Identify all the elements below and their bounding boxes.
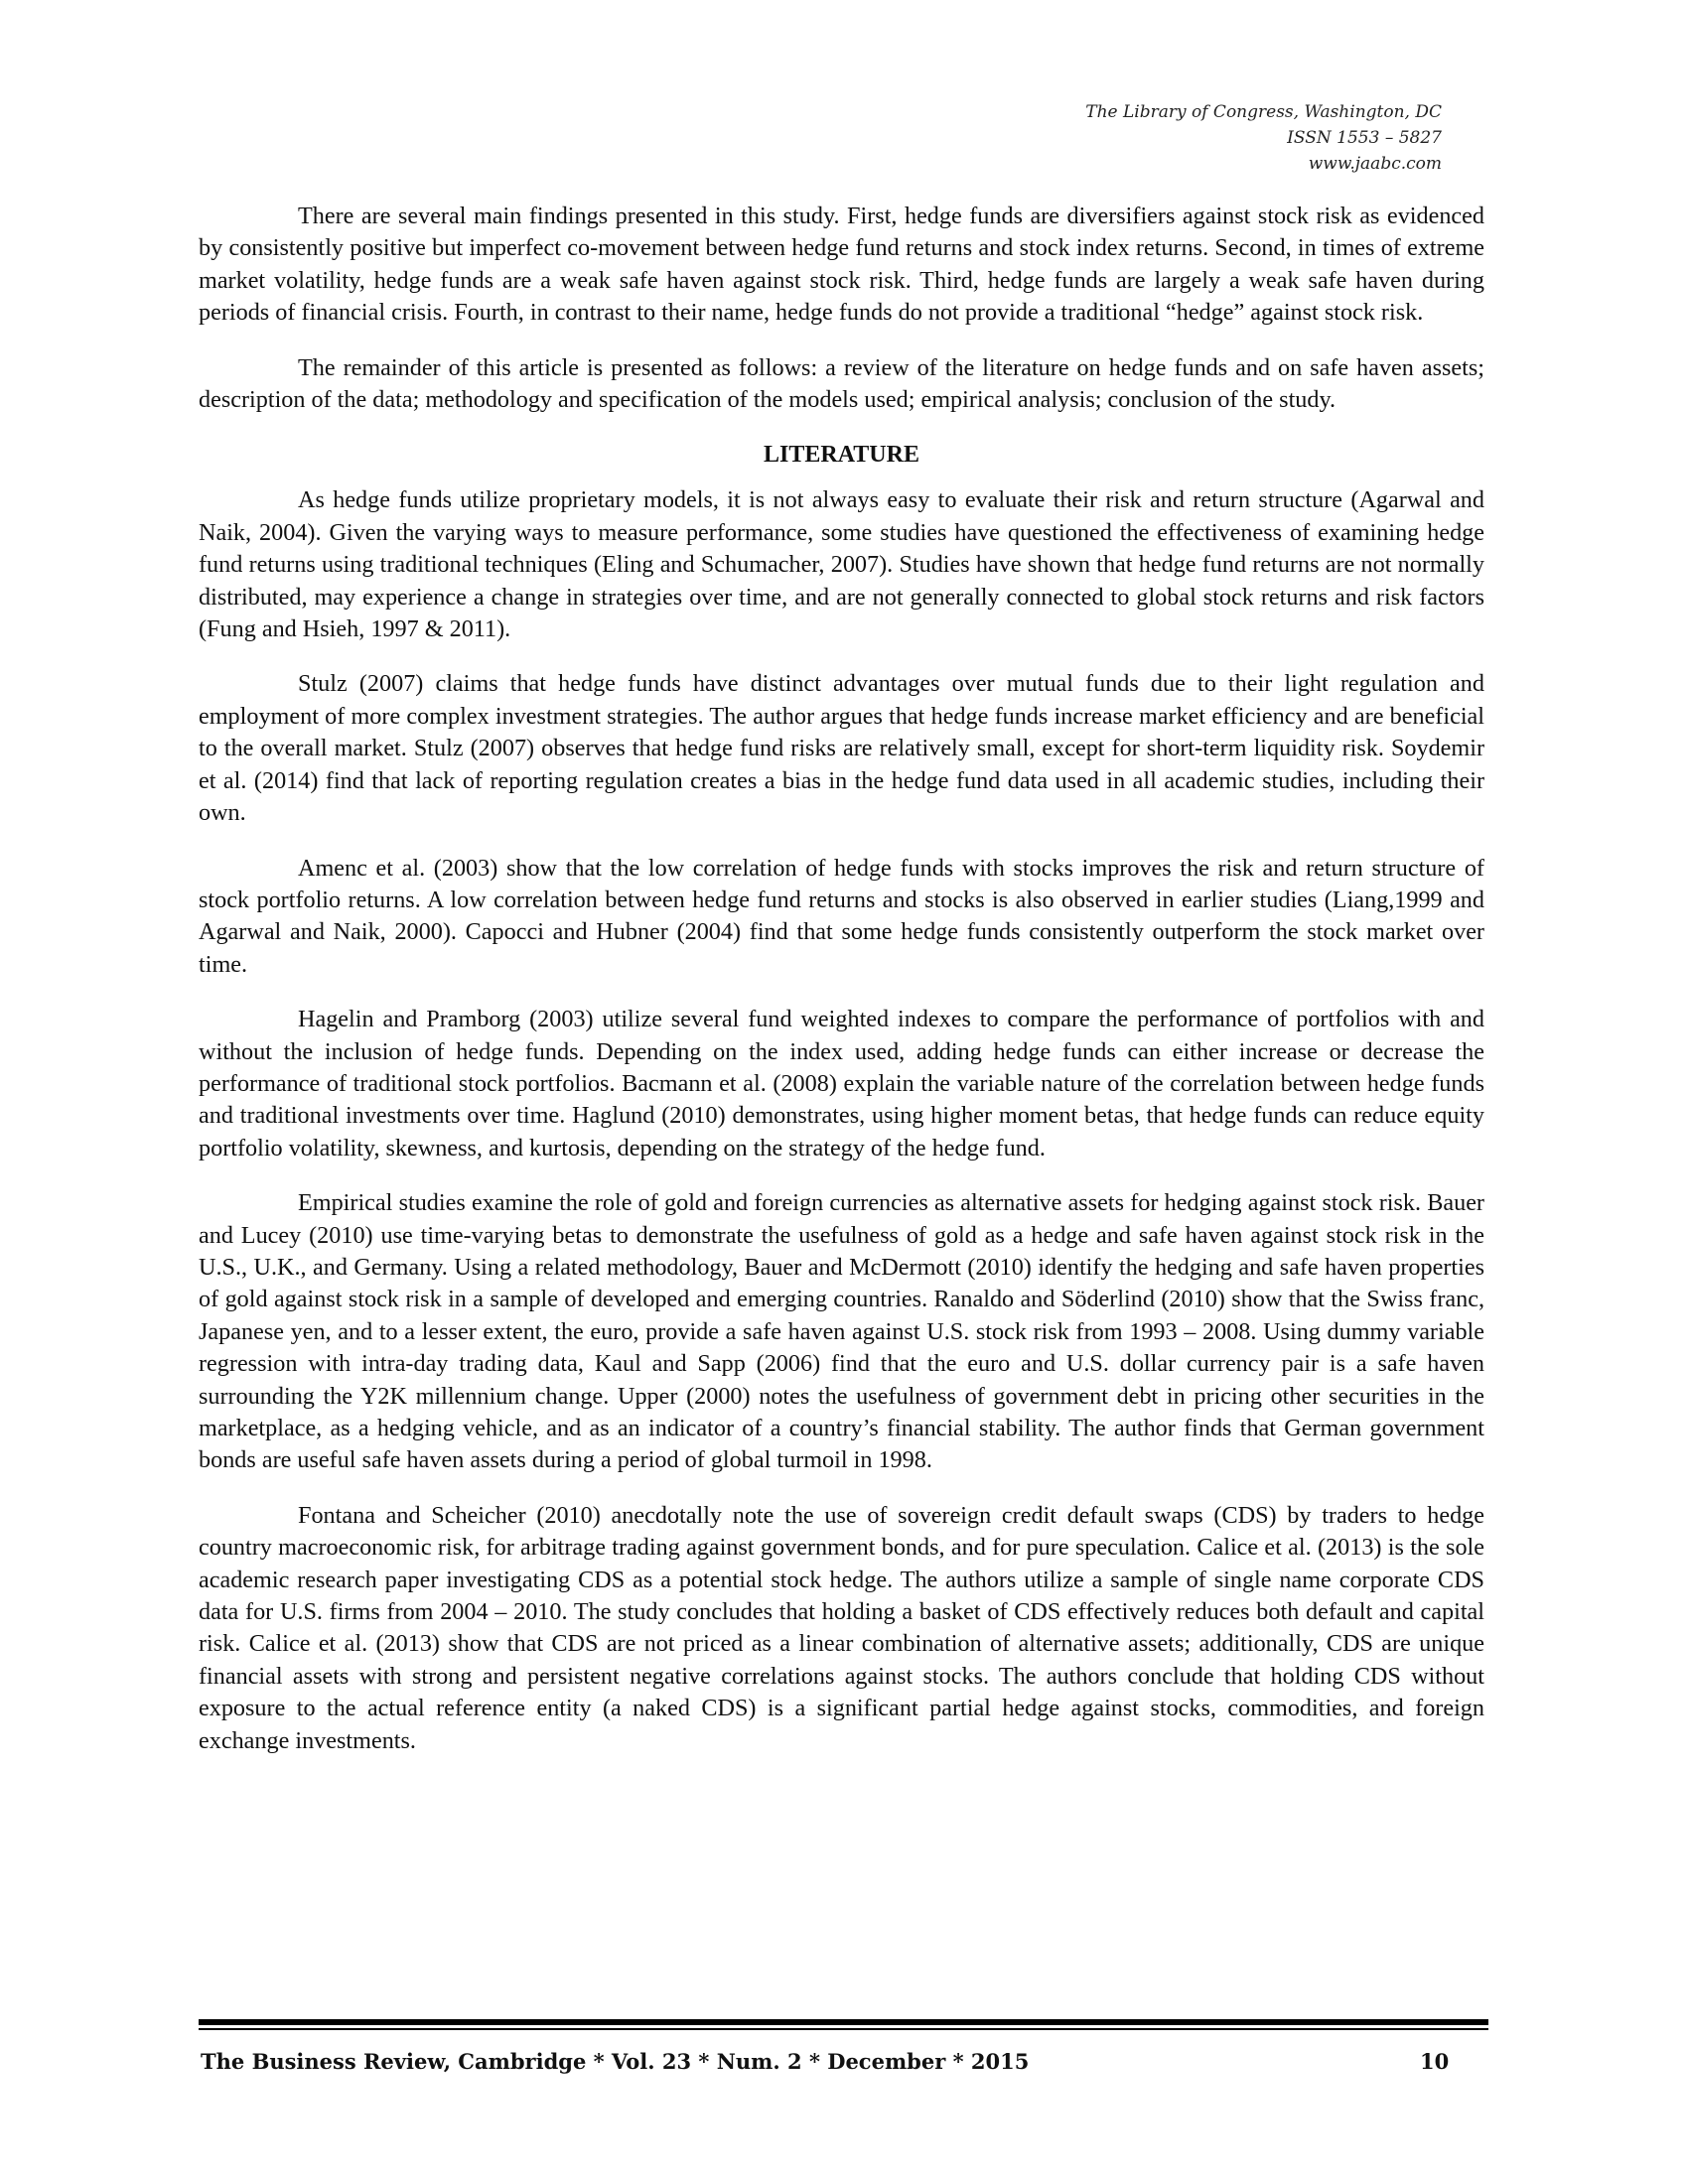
running-header bbox=[1085, 99, 1442, 177]
literature-paragraph-1: As hedge funds utilize proprietary models, it is not always easy to evaluate their risk and return structure (Agarwal and Naik, 2004). Given the varying ways to measure performance, some studies have questioned the effectiveness of examining hedge fund returns using traditional techniques (Eling and Schumacher, 2007). Studies have shown that hedge fund returns are not normally distributed, may experience a change in strategies over time, and are not generally connected to global stock returns and risk factors (Fung and Hsieh, 1997 & 2011). bbox=[199, 486, 1484, 643]
literature-paragraph-2: Stulz (2007) claims that hedge funds have distinct advantages over mutual funds due to their light regulation and employment of more complex investment strategies. The author argues that hedge funds increase market efficiency and are beneficial to the overall market. Stulz (2007) observes that hedge fund risks are relatively small, except for short-term liquidity risk. Soydemir et al. (2014) find that lack of reporting regulation creates a bias in the hedge fund data used in all academic studies, including their own. bbox=[199, 670, 1484, 827]
section-heading-literature: LITERATURE bbox=[764, 442, 919, 469]
literature-paragraph-6: Fontana and Scheicher (2010) anecdotally note the use of sovereign credit default swaps (CDS) by traders to hedge country macroeconomic risk, for arbitrage trading against government bonds, and for pure speculation. Calice et al. (2013) is the sole academic research paper investigating CDS as a potential stock hedge. The authors utilize a sample of single name corporate CDS data for U.S. firms from 2004 – 2010. The study concludes that holding a basket of CDS effectively reduces both default and capital risk. Calice et al. (2013) show that CDS are not priced as a linear combination of alternative assets; additionally, CDS are unique financial assets with strong and persistent negative correlations against stocks. The authors conclude that holding CDS without exposure to the actual reference entity (a naked CDS) is a significant partial hedge against stocks, commodities, and foreign exchange investments. bbox=[199, 1501, 1484, 1754]
header-issn-line: ISSN 1553 – 5827 bbox=[1287, 128, 1442, 148]
footer-journal-citation: The Business Review, Cambridge * Vol. 23 * Num. 2 * December * 2015 bbox=[201, 2049, 1030, 2074]
footer-page-number: 10 bbox=[1420, 2049, 1450, 2074]
literature-paragraph-3: Amenc et al. (2003) show that the low correlation of hedge funds with stocks improves the risk and return structure of stock portfolio returns. A low correlation between hedge fund returns and stocks is also observed in earlier studies (Liang,1999 and Agarwal and Naik, 2000). Capocci and Hubner (2004) find that some hedge funds consistently outperform the stock market over time. bbox=[199, 854, 1484, 978]
literature-paragraph-4: Hagelin and Pramborg (2003) utilize several fund weighted indexes to compare the performance of portfolios with and without the inclusion of hedge funds. Depending on the index used, adding hedge funds can either increase or decrease the performance of traditional stock portfolios. Bacmann et al. (2008) explain the variable nature of the correlation between hedge funds and traditional investments over time. Haglund (2010) demonstrates, using higher moment betas, that hedge funds can reduce equity portfolio volatility, skewness, and kurtosis, depending on the strategy of the hedge fund. bbox=[199, 1006, 1484, 1161]
header-library-line: The Library of Congress, Washington, DC bbox=[1085, 102, 1442, 122]
intro-paragraph-2: The remainder of this article is presented as follows: a review of the literature on hedge funds and on safe haven assets; description of the data; methodology and specification of the models used; empirical analysis; conclusion of the study. bbox=[199, 353, 1484, 414]
article-body bbox=[199, 201, 1484, 1780]
intro-paragraph-1: There are several main findings presented in this study. First, hedge funds are diversifiers against stock risk as evidenced by consistently positive but imperfect co-movement between hedge fund returns and stock index returns. Second, in times of extreme market volatility, hedge funds are a weak safe haven against stock risk. Third, hedge funds are largely a weak safe haven during periods of financial crisis. Fourth, in contrast to their name, hedge funds do not provide a traditional “hedge” against stock risk. bbox=[199, 203, 1484, 327]
footer-rule-thick bbox=[199, 2019, 1488, 2025]
header-website-line: www.jaabc.com bbox=[1308, 154, 1442, 174]
literature-paragraph-5: Empirical studies examine the role of gold and foreign currencies as alternative assets for hedging against stock risk. Bauer and Lucey (2010) use time-varying betas to demonstrate the usefulness of gold as a hedge and safe haven against stock risk in the U.S., U.K., and Germany. Using a related methodology, Bauer and McDermott (2010) identify the hedging and safe haven properties of gold against stock risk in a sample of developed and emerging countries. Ranaldo and Söderlind (2010) show that the Swiss franc, Japanese yen, and to a lesser extent, the euro, provide a safe haven against U.S. stock risk from 1993 – 2008. Using dummy variable regression with intra-day trading data, Kaul and Sapp (2006) find that the euro and U.S. dollar currency pair is a safe haven surrounding the Y2K millennium change. Upper (2000) notes the usefulness of government debt in pricing other securities in the marketplace, as a hedging vehicle, and as an indicator of a country’s financial stability. The author finds that German government bonds are useful safe haven assets during a period of global turmoil in 1998. bbox=[199, 1189, 1484, 1474]
footer-rule-thin bbox=[199, 2028, 1488, 2030]
